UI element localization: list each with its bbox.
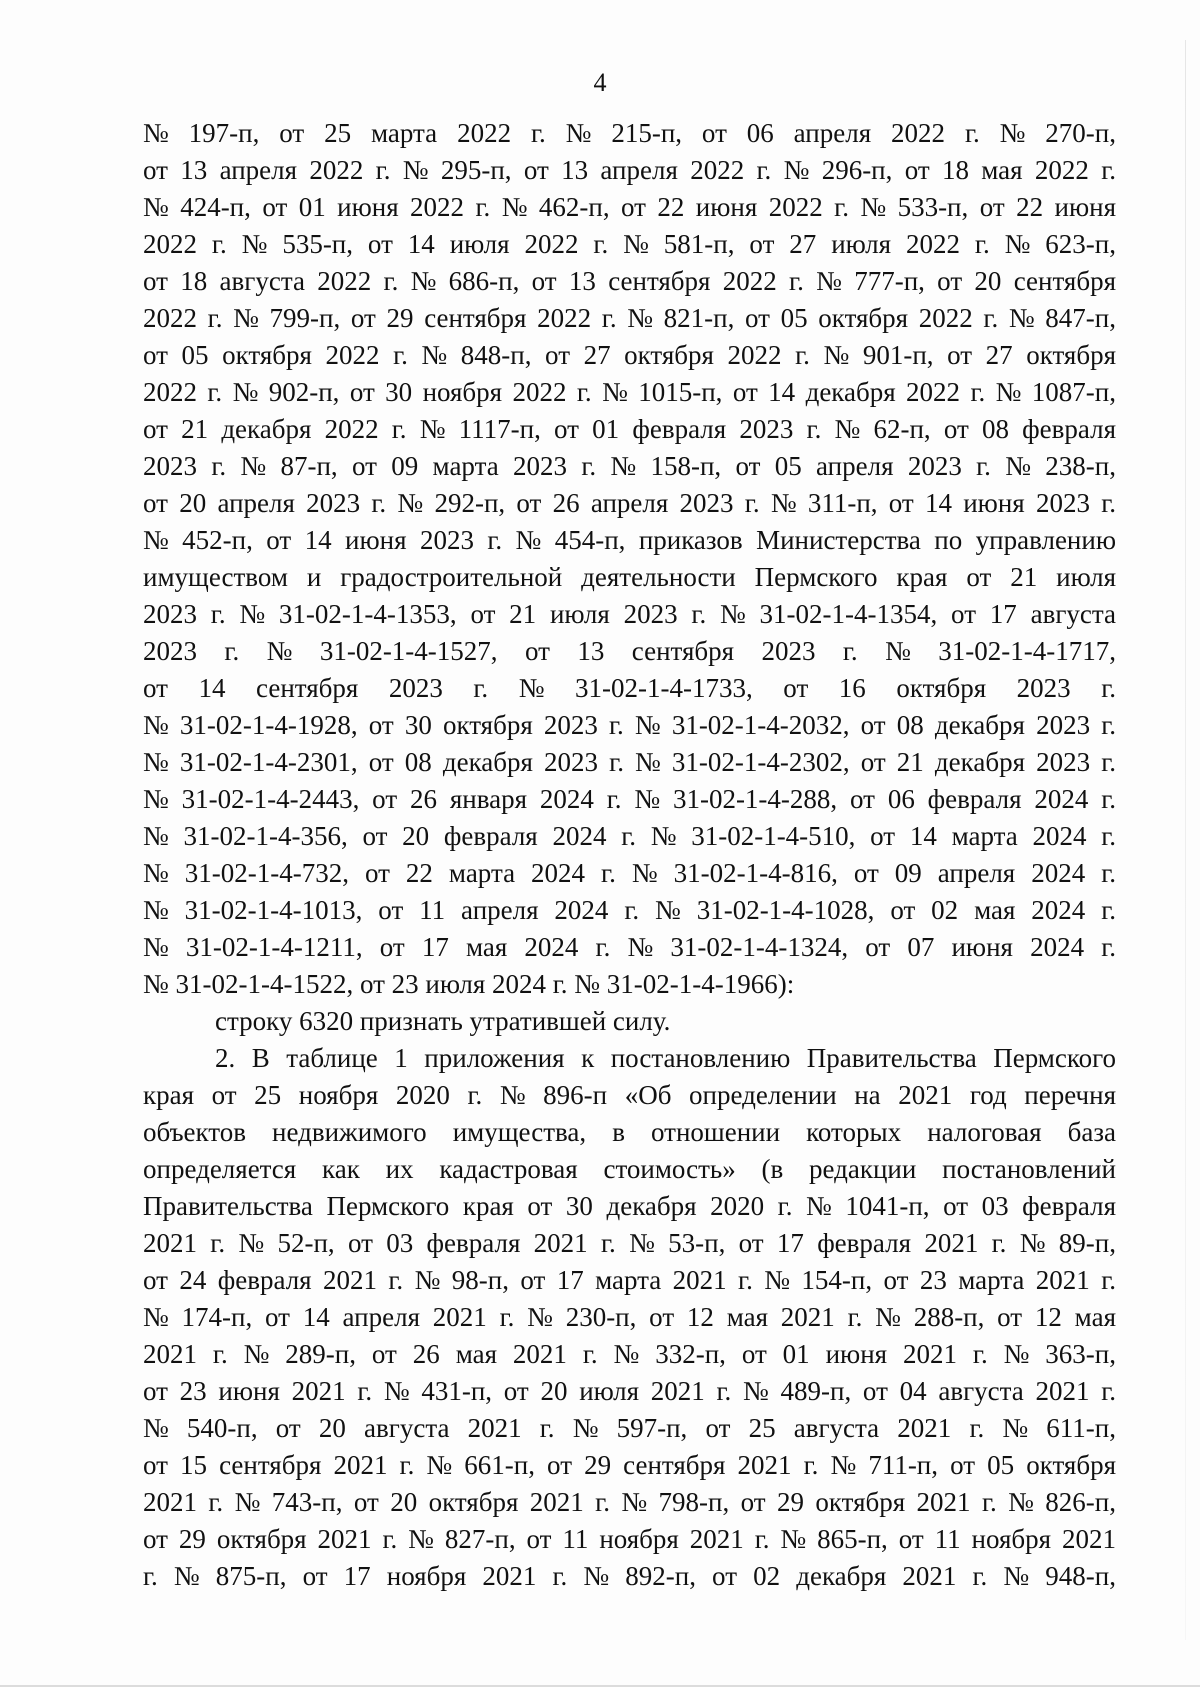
text-line: 2023 г. № 87-п, от 09 марта 2023 г. № 158-п, от 05 апреля 2023 г. № 238-п, [143,451,1116,481]
text-line: № 31-02-1-4-2301, от 08 декабря 2023 г. № 31-02-1-4-2302, от 21 декабря 2023 г. [143,747,1116,777]
text-line: 2022 г. № 799-п, от 29 сентября 2022 г. № 821-п, от 05 октября 2022 г. № 847-п, [143,303,1116,333]
text-line: № 31-02-1-4-2443, от 26 января 2024 г. № 31-02-1-4-288, от 06 февраля 2024 г. [143,784,1116,814]
text-line: № 31-02-1-4-1928, от 30 октября 2023 г. № 31-02-1-4-2032, от 08 декабря 2023 г. [143,710,1116,740]
scan-edge-shadow [1185,40,1186,1640]
paragraph-line-revoked [143,1003,1116,1040]
text-line: Правительства Пермского края от 30 декабря 2020 г. № 1041-п, от 03 февраля [143,1191,1116,1221]
text-line: г. № 875-п, от 17 ноября 2021 г. № 892-п, от 02 декабря 2021 г. № 948-п, [143,1561,1116,1591]
paragraph-item-2 [143,1040,1116,1595]
text-line: 2021 г. № 52-п, от 03 февраля 2021 г. № 53-п, от 17 февраля 2021 г. № 89-п, [143,1228,1116,1258]
text-line: 2021 г. № 289-п, от 26 мая 2021 г. № 332-п, от 01 июня 2021 г. № 363-п, [143,1339,1116,1369]
text-line: 2021 г. № 743-п, от 20 октября 2021 г. № 798-п, от 29 октября 2021 г. № 826-п, [143,1487,1116,1517]
text-line: № 424-п, от 01 июня 2022 г. № 462-п, от 22 июня 2022 г. № 533-п, от 22 июня [143,192,1116,222]
text-line: 2023 г. № 31-02-1-4-1353, от 21 июля 2023 г. № 31-02-1-4-1354, от 17 августа [143,599,1116,629]
text-line: № 31-02-1-4-356, от 20 февраля 2024 г. № 31-02-1-4-510, от 14 марта 2024 г. [143,821,1116,851]
text-line: № 174-п, от 14 апреля 2021 г. № 230-п, от 12 мая 2021 г. № 288-п, от 12 мая [143,1302,1116,1332]
text-line: 2022 г. № 902-п, от 30 ноября 2022 г. № 1015-п, от 14 декабря 2022 г. № 1087-п, [143,377,1116,407]
text-line: 2022 г. № 535-п, от 14 июля 2022 г. № 581-п, от 27 июля 2022 г. № 623-п, [143,229,1116,259]
text-line: от 13 апреля 2022 г. № 295-п, от 13 апреля 2022 г. № 296-п, от 18 мая 2022 г. [143,155,1116,185]
text-line: от 18 августа 2022 г. № 686-п, от 13 сентября 2022 г. № 777-п, от 20 сентября [143,266,1116,296]
document-body [143,115,1116,1595]
text-line: 2023 г. № 31-02-1-4-1527, от 13 сентября 2023 г. № 31-02-1-4-1717, [143,636,1116,666]
paragraph-amendments-continued [143,115,1116,1003]
text-line: определяется как их кадастровая стоимость» (в редакции постановлений [143,1154,1116,1184]
text-line: объектов недвижимого имущества, в отношении которых налоговая база [143,1117,1116,1147]
text-line: края от 25 ноября 2020 г. № 896-п «Об определении на 2021 год перечня [143,1080,1116,1110]
text-line: имуществом и градостроительной деятельности Пермского края от 21 июля [143,562,1116,592]
text-line: от 05 октября 2022 г. № 848-п, от 27 октября 2022 г. № 901-п, от 27 октября [143,340,1116,370]
text-line: № 197-п, от 25 марта 2022 г. № 215-п, от 06 апреля 2022 г. № 270-п, [143,118,1116,148]
text-line: от 29 октября 2021 г. № 827-п, от 11 ноября 2021 г. № 865-п, от 11 ноября 2021 [143,1524,1116,1554]
text-line: от 20 апреля 2023 г. № 292-п, от 26 апреля 2023 г. № 311-п, от 14 июня 2023 г. [143,488,1116,518]
text-line: № 452-п, от 14 июня 2023 г. № 454-п, приказов Министерства по управлению [143,525,1116,555]
text-line: 2. В таблице 1 приложения к постановлению Правительства Пермского [215,1043,1116,1073]
text-line: № 31-02-1-4-732, от 22 марта 2024 г. № 31-02-1-4-816, от 09 апреля 2024 г. [143,858,1116,888]
text-line: от 24 февраля 2021 г. № 98-п, от 17 марта 2021 г. № 154-п, от 23 марта 2021 г. [143,1265,1116,1295]
text-line: строку 6320 признать утратившей силу. [215,1006,671,1036]
text-line: № 31-02-1-4-1211, от 17 мая 2024 г. № 31-02-1-4-1324, от 07 июня 2024 г. [143,932,1116,962]
text-line: от 14 сентября 2023 г. № 31-02-1-4-1733, от 16 октября 2023 г. [143,673,1116,703]
text-line: № 31-02-1-4-1522, от 23 июля 2024 г. № 31-02-1-4-1966): [143,969,795,999]
text-line: от 15 сентября 2021 г. № 661-п, от 29 сентября 2021 г. № 711-п, от 05 октября [143,1450,1116,1480]
page-number: 4 [593,68,607,97]
text-line: № 540-п, от 20 августа 2021 г. № 597-п, от 25 августа 2021 г. № 611-п, [143,1413,1116,1443]
text-line: от 23 июня 2021 г. № 431-п, от 20 июля 2021 г. № 489-п, от 04 августа 2021 г. [143,1376,1116,1406]
text-line: № 31-02-1-4-1013, от 11 апреля 2024 г. № 31-02-1-4-1028, от 02 мая 2024 г. [143,895,1116,925]
text-line: от 21 декабря 2022 г. № 1117-п, от 01 февраля 2023 г. № 62-п, от 08 февраля [143,414,1116,444]
